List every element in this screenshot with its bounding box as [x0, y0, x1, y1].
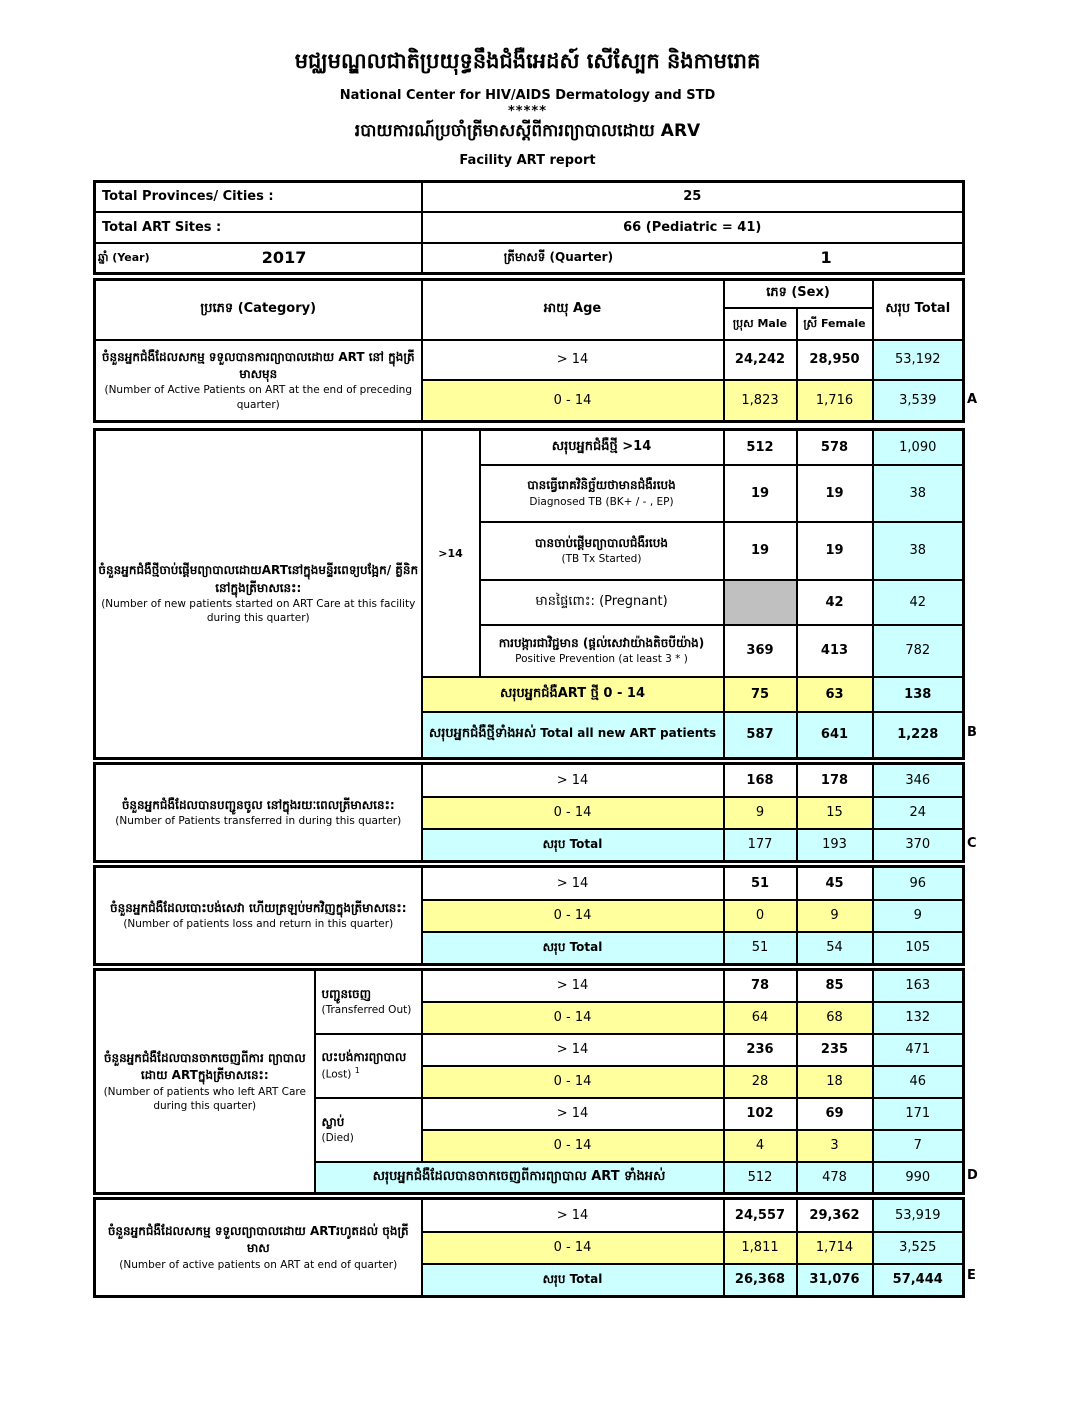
value-total: 3,539 — [873, 380, 964, 422]
value-female: 413 — [797, 625, 873, 677]
value-total: 1,090 — [873, 430, 964, 465]
value-male: 24,242 — [724, 340, 797, 380]
value-male: 1,811 — [724, 1232, 797, 1264]
row-marker-b: B — [967, 725, 977, 740]
value-female: 15 — [797, 797, 873, 829]
subrow-label: មានផ្ទៃពោះ: (Pregnant) — [480, 580, 724, 625]
value-female: 641 — [797, 712, 873, 759]
row-marker-c: C — [967, 836, 977, 851]
value-female: 31,076 — [797, 1264, 873, 1297]
value-female: 3 — [797, 1130, 873, 1162]
value-female: 1,716 — [797, 380, 873, 422]
age-group-label: >14 — [422, 430, 480, 677]
age-label: 0 - 14 — [422, 1130, 724, 1162]
subcategory-label-khmer: ស្លាប់ — [321, 1114, 345, 1129]
section-c-category-khmer: ចំនួនអ្នកជំងឺដែលបានបញ្ជូនចូល នៅក្នុងរយៈពេលត្រីមាសនេះ: — [121, 797, 395, 812]
value-female: 68 — [797, 1002, 873, 1034]
provinces-value: 25 — [422, 182, 964, 212]
total-new-art-label-khmer: សរុបអ្នកជំងឺថ្មីទាំងអស់ — [428, 726, 537, 742]
value-total: 3,525 — [873, 1232, 964, 1264]
value-female: 1,714 — [797, 1232, 873, 1264]
year-label: ឆ្នាំ (Year) — [98, 250, 150, 264]
report-info-table — [93, 180, 965, 275]
section-d-category — [95, 970, 315, 1194]
value-female: 69 — [797, 1098, 873, 1130]
age-label: 0 - 14 — [422, 1002, 724, 1034]
value-female: 193 — [797, 829, 873, 862]
value-total: 1,228 — [873, 712, 964, 759]
section-b-category-khmer: ចំនួនអ្នកជំងឺថ្មីចាប់ផ្តើមព្យាបាលដោយARTនៅក្នុងមន្ទីរពេទ្យបង្អែក/ គ្លីនិក នៅក្នុងត្រីមាសនេះ: — [98, 563, 419, 595]
subcategory-label-english: (Transferred Out) — [321, 1004, 412, 1017]
value-male: 4 — [724, 1130, 797, 1162]
total-row-label — [422, 829, 724, 862]
subrow-label-english: Diagnosed TB (BK+ / - , EP) — [529, 495, 674, 508]
total-label-english: Total — [569, 940, 603, 955]
value-male: 19 — [724, 522, 797, 580]
value-female: 63 — [797, 677, 873, 712]
section-a-category-khmer: ចំនួនអ្នកជំងឺដែលសកម្ម ទទួលបានការព្យាបាលដោយ ART នៅ ក្នុងត្រីមាសមុន — [101, 349, 415, 382]
total-label-english: Total — [569, 1272, 603, 1287]
value-male: 236 — [724, 1034, 797, 1066]
section-loss-return-category — [95, 867, 422, 965]
value-male: 1,823 — [724, 380, 797, 422]
value-male: 51 — [724, 932, 797, 965]
value-female: 19 — [797, 522, 873, 580]
section-a-category-english: (Number of Active Patients on ART at the end of preceding quarter) — [104, 384, 413, 411]
section-e-category — [95, 1199, 422, 1297]
section-b-table — [93, 428, 965, 760]
subtotal-0-14-label: សរុបអ្នកជំងឺART ថ្មី 0 - 14 — [422, 677, 724, 712]
value-total: 163 — [873, 970, 964, 1002]
subcategory-died — [315, 1098, 422, 1162]
value-male: 75 — [724, 677, 797, 712]
age-label: 0 - 14 — [422, 1066, 724, 1098]
subcategory-label-english: (Lost) $^1$ — [321, 1066, 360, 1081]
col-header-total: សរុប Total — [873, 280, 964, 340]
value-female: 178 — [797, 764, 873, 797]
pregnant-male-blank-cell — [724, 580, 797, 625]
value-male: 78 — [724, 970, 797, 1002]
subcategory-label-khmer: បញ្ជូនចេញ — [321, 986, 372, 1001]
value-female: 29,362 — [797, 1199, 873, 1232]
value-total: 24 — [873, 797, 964, 829]
value-male: 28 — [724, 1066, 797, 1098]
subrow-label — [480, 522, 724, 580]
age-label: > 14 — [422, 340, 724, 380]
value-total: 53,192 — [873, 340, 964, 380]
value-female: 578 — [797, 430, 873, 465]
section-d-category-english: (Number of patients who left ART Care during this quarter) — [103, 1085, 306, 1112]
age-label: > 14 — [422, 867, 724, 900]
section-loss-return-table — [93, 865, 965, 966]
value-male: 51 — [724, 867, 797, 900]
value-total: 38 — [873, 465, 964, 522]
value-male: 512 — [724, 1162, 797, 1194]
subcategory-transferred-out — [315, 970, 422, 1034]
total-new-art-label — [422, 712, 724, 759]
subcategory-label-english: (Died) — [321, 1132, 354, 1145]
section-a-table — [93, 278, 965, 423]
section-b-category — [95, 430, 422, 759]
value-total: 9 — [873, 900, 964, 932]
section-d-table — [93, 968, 965, 1195]
value-male: 24,557 — [724, 1199, 797, 1232]
row-marker-a: A — [967, 392, 978, 407]
total-label-khmer: សរុប — [542, 1272, 566, 1287]
col-header-age: អាយុ Age — [422, 280, 724, 340]
section-loss-return-category-english: (Number of patients loss and return in this quarter) — [123, 918, 394, 931]
value-female: 18 — [797, 1066, 873, 1098]
value-female: 45 — [797, 867, 873, 900]
age-label: 0 - 14 — [422, 380, 724, 422]
value-total: 46 — [873, 1066, 964, 1098]
section-c-category-english: (Number of Patients transferred in during this quarter) — [115, 815, 402, 828]
subrow-label-khmer: បានចាប់ផ្តើមព្យាបាលជំងឺរបេង — [535, 535, 668, 550]
org-title-english: National Center for HIV/AIDS Dermatology and STD — [339, 88, 716, 103]
row-marker-d: D — [967, 1168, 978, 1183]
value-female: 9 — [797, 900, 873, 932]
value-total: 53,919 — [873, 1199, 964, 1232]
total-label-khmer: សរុប — [542, 940, 566, 955]
value-total: 96 — [873, 867, 964, 900]
total-left-art-label: សរុបអ្នកជំងឺដែលបានចាកចេញពីការព្យាបាល ART ទាំងអស់ — [315, 1162, 724, 1194]
value-total: 132 — [873, 1002, 964, 1034]
row-marker-e: E — [967, 1268, 976, 1283]
total-row-label — [422, 932, 724, 965]
quarter-cell — [422, 243, 964, 274]
subrow-label — [480, 625, 724, 677]
section-loss-return-category-khmer: ចំនួនអ្នកជំងឺដែលបោះបង់សេវា ហើយត្រឡប់មកវិញក្នុងត្រីមាសនេះ: — [110, 900, 407, 915]
col-header-sex: ភេទ (Sex) — [724, 280, 873, 308]
art-sites-label: Total ART Sites : — [95, 212, 422, 243]
subcategory-label-khmer: លះបង់ការព្យាបាល — [321, 1049, 407, 1064]
value-total: 57,444 — [873, 1264, 964, 1297]
value-total: 171 — [873, 1098, 964, 1130]
value-male: 512 — [724, 430, 797, 465]
col-header-female: ស្រី Female — [797, 308, 873, 340]
section-d-category-khmer: ចំនួនអ្នកជំងឺដែលបានចាកចេញពីការ ព្យាបាល ដោយ ARTក្នុងត្រីមាសនេះ: — [103, 1050, 306, 1083]
value-total: 990 — [873, 1162, 964, 1194]
value-female: 235 — [797, 1034, 873, 1066]
value-female: 85 — [797, 970, 873, 1002]
age-label: 0 - 14 — [422, 797, 724, 829]
subrow-label-khmer: បានធ្វើរោគវិនិច្ឆ័យថាមានជំងឺរបេង — [527, 478, 676, 493]
provinces-label: Total Provinces/ Cities : — [95, 182, 422, 212]
value-male: 64 — [724, 1002, 797, 1034]
total-new-art-label-english: Total all new ART patients — [540, 726, 717, 741]
value-male: 19 — [724, 465, 797, 522]
quarter-value: 1 — [820, 248, 832, 268]
value-male: 9 — [724, 797, 797, 829]
stars-divider: ***** — [508, 104, 547, 119]
report-subtitle-khmer: របាយការណ៍ប្រចាំត្រីមាសស្តីពីការព្យាបាលដោយ ARV — [354, 121, 701, 141]
age-label: > 14 — [422, 970, 724, 1002]
col-header-male: ប្រុស Male — [724, 308, 797, 340]
value-total: 346 — [873, 764, 964, 797]
art-sites-value: 66 (Pediatric = 41) — [422, 212, 964, 243]
value-female: 19 — [797, 465, 873, 522]
total-label-english: Total — [569, 837, 603, 852]
value-male: 102 — [724, 1098, 797, 1130]
value-total: 782 — [873, 625, 964, 677]
value-total: 370 — [873, 829, 964, 862]
total-label-khmer: សរុប — [542, 837, 566, 852]
section-e-category-khmer: ចំនួនអ្នកជំងឺដែលសកម្ម ទទួលព្យាបាលដោយ ARTរហូតដល់ ចុងត្រីមាស — [107, 1224, 409, 1256]
col-header-category: ប្រភេទ (Category) — [95, 280, 422, 340]
section-e-table — [93, 1197, 965, 1298]
subrow-label-english: (TB Tx Started) — [561, 553, 642, 566]
value-female: 28,950 — [797, 340, 873, 380]
subrow-label: សរុបអ្នកជំងឺថ្មី >14 — [480, 430, 724, 465]
age-label: > 14 — [422, 764, 724, 797]
value-male: 587 — [724, 712, 797, 759]
section-c-table — [93, 762, 965, 863]
age-label: > 14 — [422, 1199, 724, 1232]
value-total: 7 — [873, 1130, 964, 1162]
value-male: 0 — [724, 900, 797, 932]
value-female: 42 — [797, 580, 873, 625]
year-value: 2017 — [261, 248, 307, 268]
subrow-label-khmer: ការបង្ការជាវិជ្ជមាន (ផ្តល់សេវាយ៉ាងតិចបីយ៉ាង) — [498, 635, 705, 650]
section-a-category — [95, 340, 422, 422]
report-title: Facility ART report — [459, 153, 596, 168]
value-total: 105 — [873, 932, 964, 965]
value-male: 26,368 — [724, 1264, 797, 1297]
value-total: 138 — [873, 677, 964, 712]
total-row-label — [422, 1264, 724, 1297]
value-male: 168 — [724, 764, 797, 797]
age-label: > 14 — [422, 1034, 724, 1066]
value-total: 42 — [873, 580, 964, 625]
subrow-label-english: Positive Prevention (at least 3 * ) — [515, 653, 688, 666]
value-total: 38 — [873, 522, 964, 580]
section-e-category-english: (Number of active patients on ART at end of quarter) — [119, 1258, 398, 1271]
section-c-category — [95, 764, 422, 862]
subrow-label — [480, 465, 724, 522]
value-total: 471 — [873, 1034, 964, 1066]
quarter-label: ត្រីមាសទី (Quarter) — [503, 250, 614, 265]
value-male: 177 — [724, 829, 797, 862]
value-male: 369 — [724, 625, 797, 677]
value-female: 478 — [797, 1162, 873, 1194]
value-female: 54 — [797, 932, 873, 965]
age-label: 0 - 14 — [422, 1232, 724, 1264]
subcategory-lost — [315, 1034, 422, 1098]
section-b-category-english: (Number of new patients started on ART Care at this facility during this quarter) — [101, 598, 416, 625]
age-label: > 14 — [422, 1098, 724, 1130]
lost-footnote-sup: 1 — [354, 1066, 360, 1076]
age-label: 0 - 14 — [422, 900, 724, 932]
year-cell — [95, 243, 422, 274]
org-title-khmer: មជ្ឈមណ្ឌលជាតិប្រយុទ្ធនឹងជំងឺអេដស៍ សើស្បែក និងកាមរោគ — [294, 49, 761, 73]
